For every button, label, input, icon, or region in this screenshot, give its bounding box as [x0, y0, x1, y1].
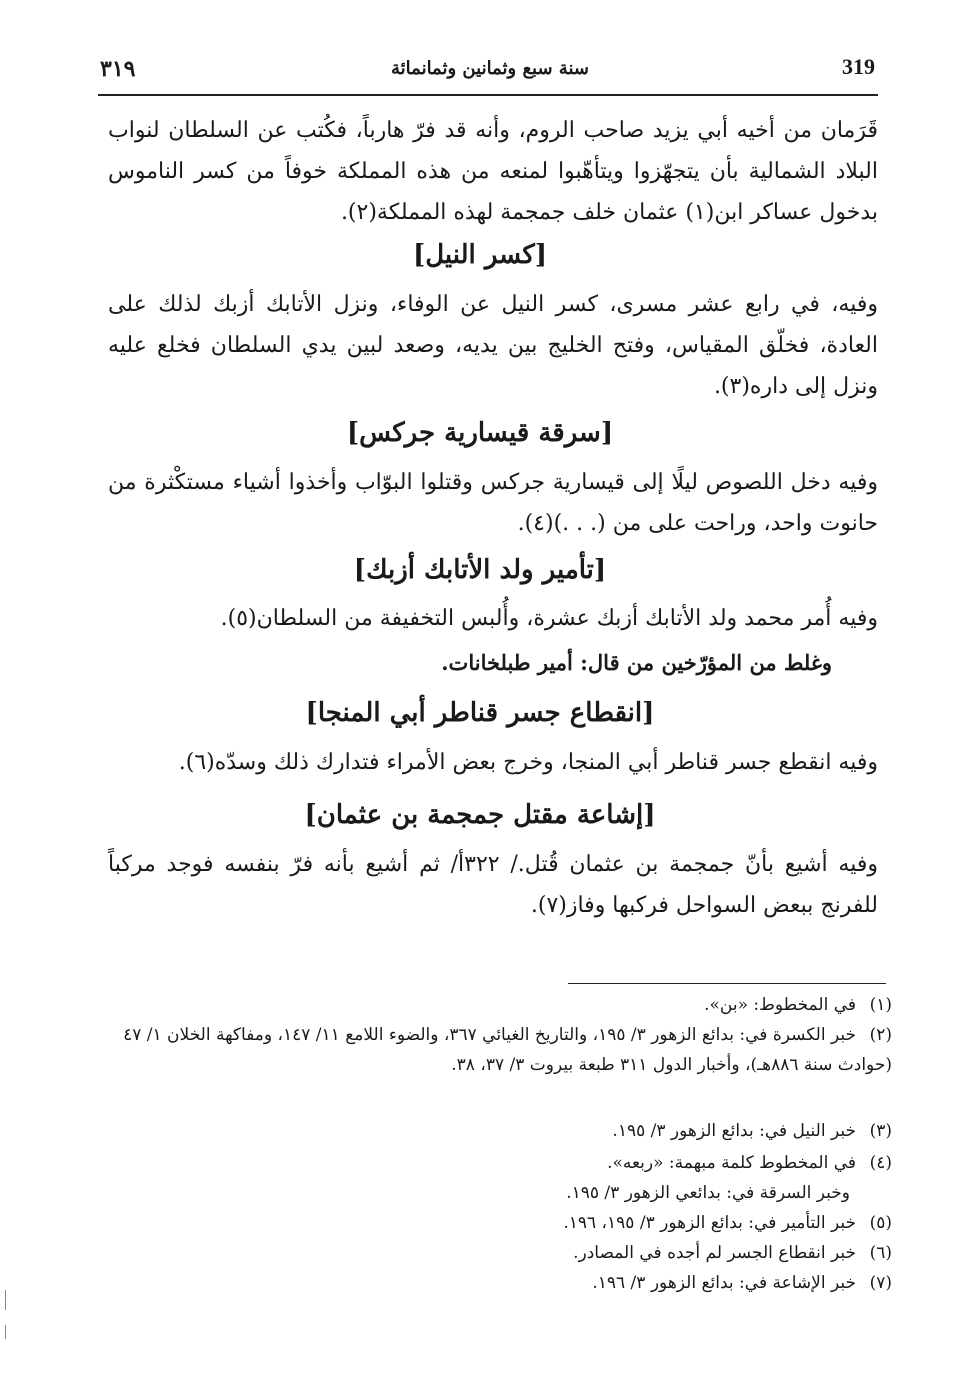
footnote-number: (٢) [869, 1025, 892, 1045]
footnote-continuation: وخبر السرقة في: بدائعي الزهور ٣/ ١٩٥. [566, 1183, 850, 1203]
footnote [112, 1116, 892, 1146]
page-number-latin: 319 [842, 54, 875, 79]
footnote-text: خبر الكسرة في: بدائع الزهور ٣/ ١٩٥، والتاريخ الغيائي ٣٦٧، والضوء اللامع ١١/ ١٤٧، ومفاكهة الخلان ١/ ٤٧ (حوادث سنة ٨٨٦هـ)، وأخبار الدول ٣١١ طبعة بيروت ٣/ ٣٧، ٣٨. [123, 1025, 892, 1075]
header-rule [98, 94, 878, 96]
section-paragraph: وفيه، في رابع عشر مسرى، كسر النيل عن الوفاء، ونزل الأتابك أزبك لذلك على العادة، فخلّق المقياس، وفتح الخليج بين يديه، وصعد لبين يدي السلطان فخلع عليه ونزل إلى داره(٣). [108, 292, 878, 399]
footnote-text: خبر النيل في: بدائع الزهور ٣/ ١٩٥. [612, 1121, 856, 1141]
footnote-text: خبر انقطاع الجسر لم أجده في المصادر. [573, 1243, 856, 1263]
footnote [112, 1268, 892, 1298]
page-number-arabic: ٣١٩ [100, 56, 136, 82]
running-title: سنة سبع وثمانين وثمانمائة [391, 58, 589, 79]
footnote-text: في المخطوط: «بن». [704, 995, 856, 1015]
footnote-number: (٦) [869, 1243, 892, 1263]
footnote-number: (١) [869, 995, 892, 1015]
footnote [112, 990, 892, 1020]
footnote [112, 1020, 892, 1080]
bold-note: وغلط من المؤرّخين من قال: أمير طبلخانات. [441, 650, 832, 675]
footnote-number: (٤) [869, 1153, 892, 1173]
section-paragraph: وفيه دخل اللصوص ليلًا إلى قيسارية جركس وقتلوا البوّاب وأخذوا أشياء مستكْثرة من حانوت واحد، وراحت على من (. . .)(٤). [108, 470, 878, 536]
footnote [112, 1148, 892, 1208]
footnote-rule [568, 983, 886, 984]
scan-mark [5, 1290, 6, 1310]
section-heading: [كسر النيل] [412, 240, 548, 270]
section-paragraph: وفيه أشيع بأنّ جمجمة بن عثمان قُتل./ ٣٢٢أ/ ثم أشيع بأنه فرّ بنفسه فوجد مركباً للفرنج ببعض السواحل فركبها وفاز(٧). [108, 852, 878, 918]
section-paragraph: وفيه أُمر محمد ولد الأتابك أزبك عشرة، وأُلبس التخفيفة من السلطان(٥). [220, 606, 878, 631]
footnote [112, 1238, 892, 1268]
scan-mark [5, 1325, 6, 1339]
footnote-text: في المخطوط كلمة مبهمة: «ربعه». [607, 1153, 856, 1173]
footnote-number: (٥) [869, 1213, 892, 1233]
footnote-text: خبر الإشاعة في: بدائع الزهور ٣/ ١٩٦. [592, 1273, 856, 1293]
section-heading: [انقطاع جسر قناطر أبي المنجا] [305, 698, 655, 728]
section-heading: [تأمير ولد الأتابك أزبك] [353, 555, 607, 585]
footnote-number: (٣) [869, 1121, 892, 1141]
footnote [112, 1208, 892, 1238]
section-heading: [سرقة قيسارية جركس] [346, 418, 614, 448]
intro-paragraph: قَرَمان من أخيه أبي يزيد صاحب الروم، وأنه قد فرّ هارباً، فكُتب عن السلطان لنواب البلاد الشمالية بأن يتجهّزوا ويتأهّبوا لمنعه من هذه المملكة خوفاً من كسر الناموس بدخول عساكر ابن(١) عثمان خلف جمجمة لهذه المملكة(٢). [108, 118, 878, 225]
section-heading: [إشاعة مقتل جمجمة بن عثمان] [304, 800, 656, 830]
footnote-number: (٧) [869, 1273, 892, 1293]
footnote-text: خبر التأمير في: بدائع الزهور ٣/ ١٩٥، ١٩٦. [563, 1213, 856, 1233]
section-paragraph: وفيه انقطع جسر قناطر أبي المنجا، وخرج بعض الأمراء فتدارك ذلك وسدّه(٦). [178, 750, 878, 775]
